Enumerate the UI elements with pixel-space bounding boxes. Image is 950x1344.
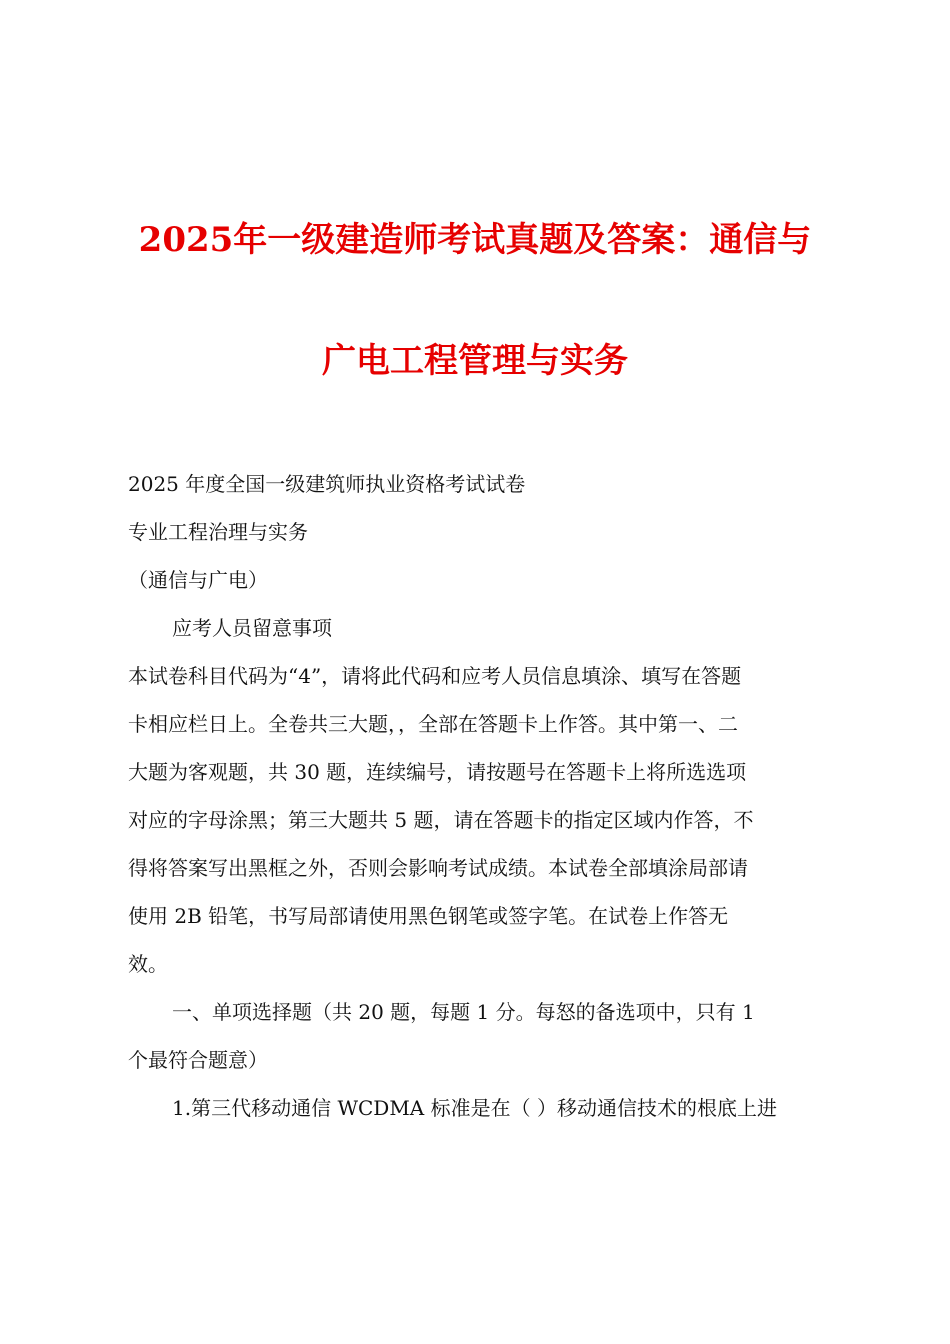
- notice-line: 卡相应栏日上。全卷共三大题，，全部在答题卡上作答。其中第一、二: [128, 712, 738, 736]
- notice-heading: 应考人员留意事项: [172, 616, 332, 640]
- section-heading-line-2: 个最符合题意）: [128, 1048, 268, 1072]
- document-body: [128, 460, 834, 1132]
- notice-line: 对应的字母涂黑；第三大题共 5 题，请在答题卡的指定区域内作答，不: [128, 808, 754, 832]
- subject-line: 专业工程治理与实务: [128, 520, 308, 544]
- notice-line: 本试卷科目代码为“4”，请将此代码和应考人员信息填涂、填写在答题: [128, 664, 742, 688]
- section-heading-line-1: 一、单项选择题（共 20 题，每题 1 分。每怒的备选项中，只有 1: [172, 1000, 755, 1024]
- document-title-line-1: 2025年一级建造师考试真题及答案：通信与: [138, 220, 812, 260]
- exam-header-line: 2025 年度全国一级建筑师执业资格考试试卷: [128, 472, 526, 496]
- notice-line: 使用 2B 铅笔，书写局部请使用黑色钢笔或签字笔。在试卷上作答无: [128, 904, 729, 928]
- document-title-line-2: 广电工程管理与实务: [322, 341, 628, 381]
- question-1-line: 1.第三代移动通信 WCDMA 标准是在（ ）移动通信技术的根底上进: [172, 1096, 777, 1120]
- notice-line: 得将答案写出黑框之外，否则会影响考试成绩。本试卷全部填涂局部请: [128, 856, 748, 880]
- notice-line: 效。: [128, 952, 168, 976]
- category-line: （通信与广电）: [128, 568, 268, 592]
- notice-line: 大题为客观题，共 30 题，连续编号，请按题号在答题卡上将所选选项: [128, 760, 747, 784]
